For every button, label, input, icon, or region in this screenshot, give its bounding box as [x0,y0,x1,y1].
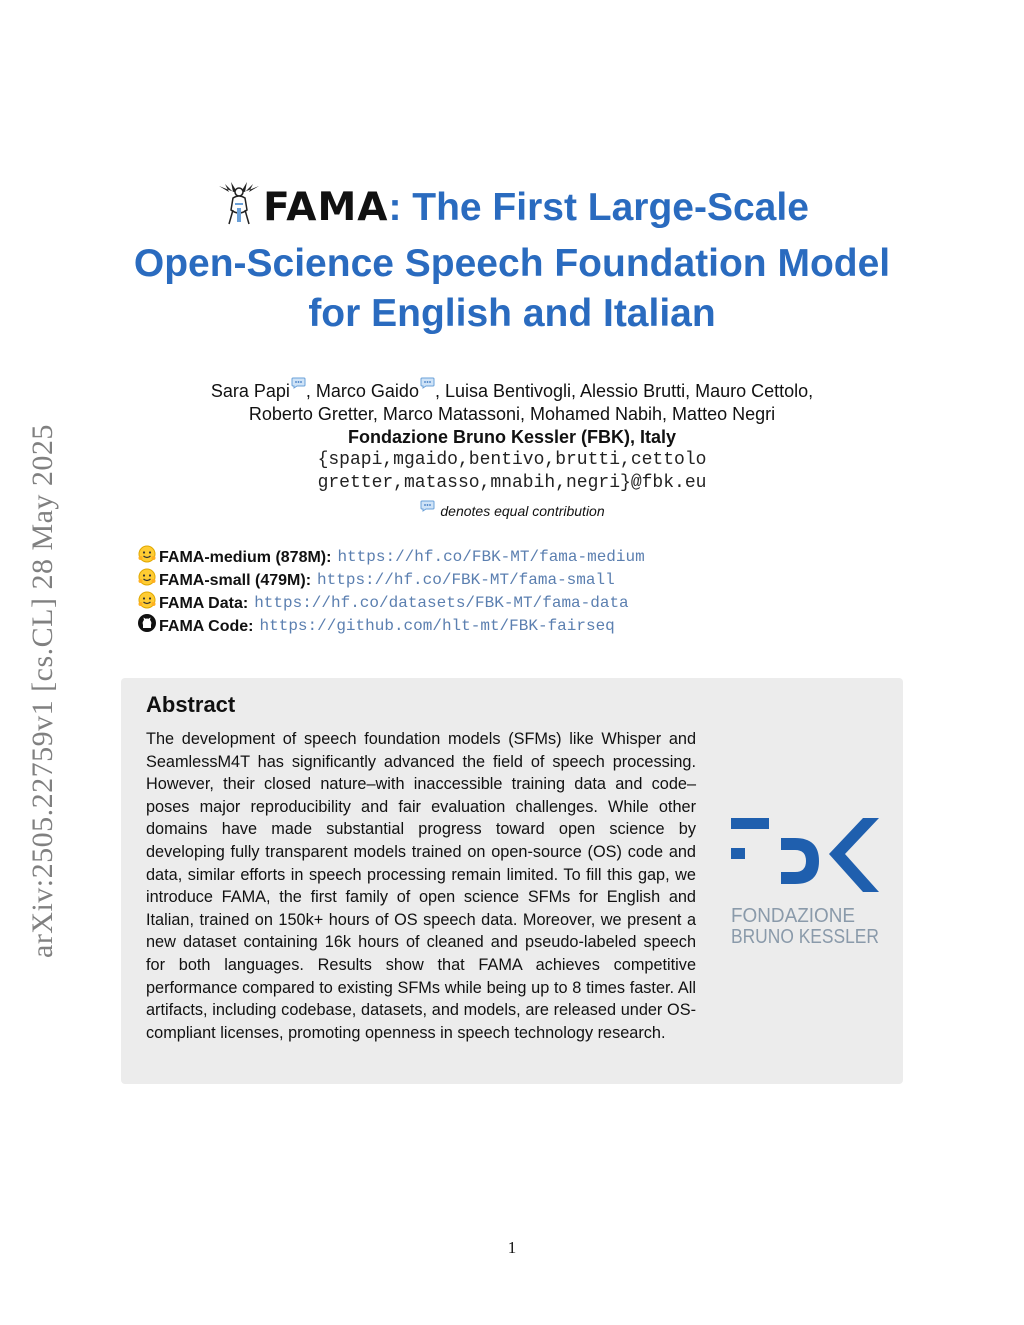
link-row-fama-code [136,615,645,638]
resource-links [136,546,645,638]
fama-mascot-icon [215,180,263,239]
link-row-fama-small [136,569,645,592]
title-line-2: Open-Science Speech Foundation Model [133,242,891,285]
link-label: FAMA Code: [159,618,254,635]
fama-medium-link[interactable]: https://hf.co/FBK-MT/fama-medium [337,548,645,566]
fbk-logo-line-2: BRUNO KESSLER [731,926,879,948]
link-label: FAMA-medium (878M): [159,549,332,566]
fama-code-link[interactable]: https://github.com/hlt-mt/FBK-fairseq [259,617,615,635]
email-line-2: gretter,matasso,mnabih,negri}@fbk.eu [317,473,707,493]
fama-logo-word: FAMA [263,185,389,230]
paper-title [112,180,912,339]
fbk-logo [729,816,879,955]
abstract-box [121,678,903,1084]
author-marco-gaido: , Marco Gaido [305,381,419,401]
email-line-1: {spapi,mgaido,bentivo,brutti,cettolo [317,450,707,470]
link-row-fama-medium [136,546,645,569]
speech-bubble-icon [420,372,435,395]
abstract-heading: Abstract [146,692,236,717]
title-line-3: for English and Italian [308,292,716,335]
github-icon [136,613,158,640]
equal-contribution-text: denotes equal contribution [440,503,605,519]
arxiv-stamp: arXiv:2505.22759v1 [cs.CL] 28 May 2025 [26,424,59,958]
author-line-2: Roberto Gretter, Marco Matassoni, Mohamed Nabih, Matteo Negri [248,404,776,424]
fama-data-link[interactable]: https://hf.co/datasets/FBK-MT/fama-data [254,594,629,612]
author-sara-papi: Sara Papi [210,381,290,401]
abstract-text: The development of speech foundation models (SFMs) like Whisper and SeamlessM4T has significantly advanced the field of speech processing. However, their closed nature–with inaccessible training data and code–poses major reproducibility and fair evaluation challenges. While other domains have made substantial progress toward open science by developing fully transparent models trained on open-source (OS) code and data, similar efforts in speech processing remain limited. To fill this gap, we introduce FAMA, the first family of open science SFMs for English and Italian, trained on 150k+ hours of OS speech data. Moreover, we present a new dataset containing 16k hours of cleaned and pseudo-labeled speech for both languages. Results show that FAMA achieves competitive performance compared to existing SFMs while being up to 8 times faster. All artifacts, including codebase, datasets, and models, are released under OS-compliant licenses, promoting openness in speech technology research. [146,730,696,1042]
speech-bubble-icon [291,372,306,395]
author-line-1 [112,372,912,403]
speech-bubble-icon [420,495,435,518]
link-label: FAMA Data: [159,595,249,612]
link-row-fama-data [136,592,645,615]
title-line-1: : The First Large-Scale [388,186,809,229]
author-block [112,372,912,523]
link-label: FAMA-small (479M): [159,572,312,589]
fama-small-link[interactable]: https://hf.co/FBK-MT/fama-small [317,571,615,589]
fbk-logo-line-1: FONDAZIONE [731,905,855,927]
affiliation: Fondazione Bruno Kessler (FBK), Italy [347,427,677,447]
equal-contribution-note [112,495,912,523]
page-number: 1 [507,1238,517,1257]
author-list-rest: , Luisa Bentivogli, Alessio Brutti, Mauro Cettolo, [434,381,814,401]
